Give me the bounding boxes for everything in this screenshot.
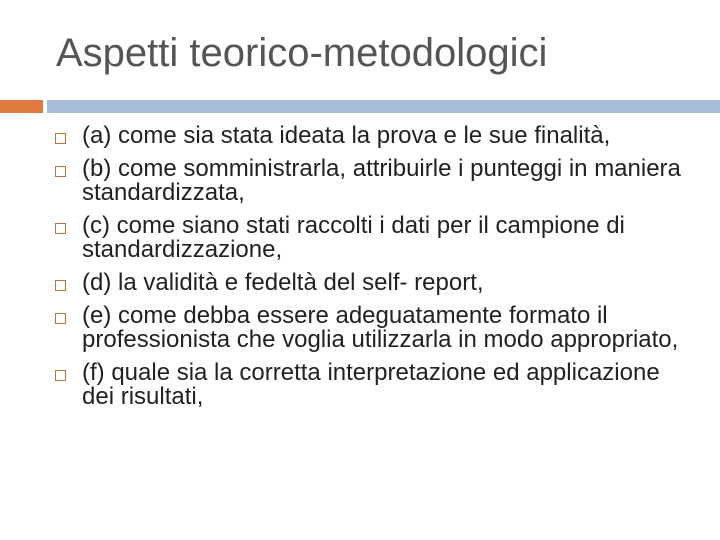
- bullet-item-d: [0, 271, 720, 295]
- bullet-item-f: [0, 361, 720, 409]
- hollow-square-icon: [55, 166, 66, 177]
- title-rule-bar: [47, 100, 720, 113]
- bullet-text: (e) come debba essere adeguatamente formato il professionista che voglia utilizzarla in modo appropriato,: [82, 302, 679, 353]
- hollow-square-icon: [55, 280, 66, 291]
- bullet-text: (b) come somministrarla, attribuirle i punteggi in maniera standardizzata,: [82, 155, 681, 206]
- bullet-text: (c) come siano stati raccolti i dati per il campione di standardizzazione,: [82, 212, 625, 263]
- bullet-text: (f) quale sia la corretta interpretazione ed applicazione dei risultati,: [82, 359, 660, 410]
- bullet-item-a: [0, 124, 720, 148]
- bullet-item-c: [0, 214, 720, 262]
- accent-bar: [0, 100, 43, 113]
- hollow-square-icon: [55, 133, 66, 144]
- bullet-text: (a) come sia stata ideata la prova e le sue finalità,: [82, 122, 611, 149]
- slide-title: Aspetti teorico-metodologici: [56, 31, 548, 75]
- bullet-list: [0, 124, 720, 418]
- bullet-text: (d) la validità e fedeltà del self- report,: [82, 269, 484, 296]
- hollow-square-icon: [55, 223, 66, 234]
- hollow-square-icon: [55, 370, 66, 381]
- bullet-item-e: [0, 304, 720, 352]
- hollow-square-icon: [55, 313, 66, 324]
- bullet-item-b: [0, 157, 720, 205]
